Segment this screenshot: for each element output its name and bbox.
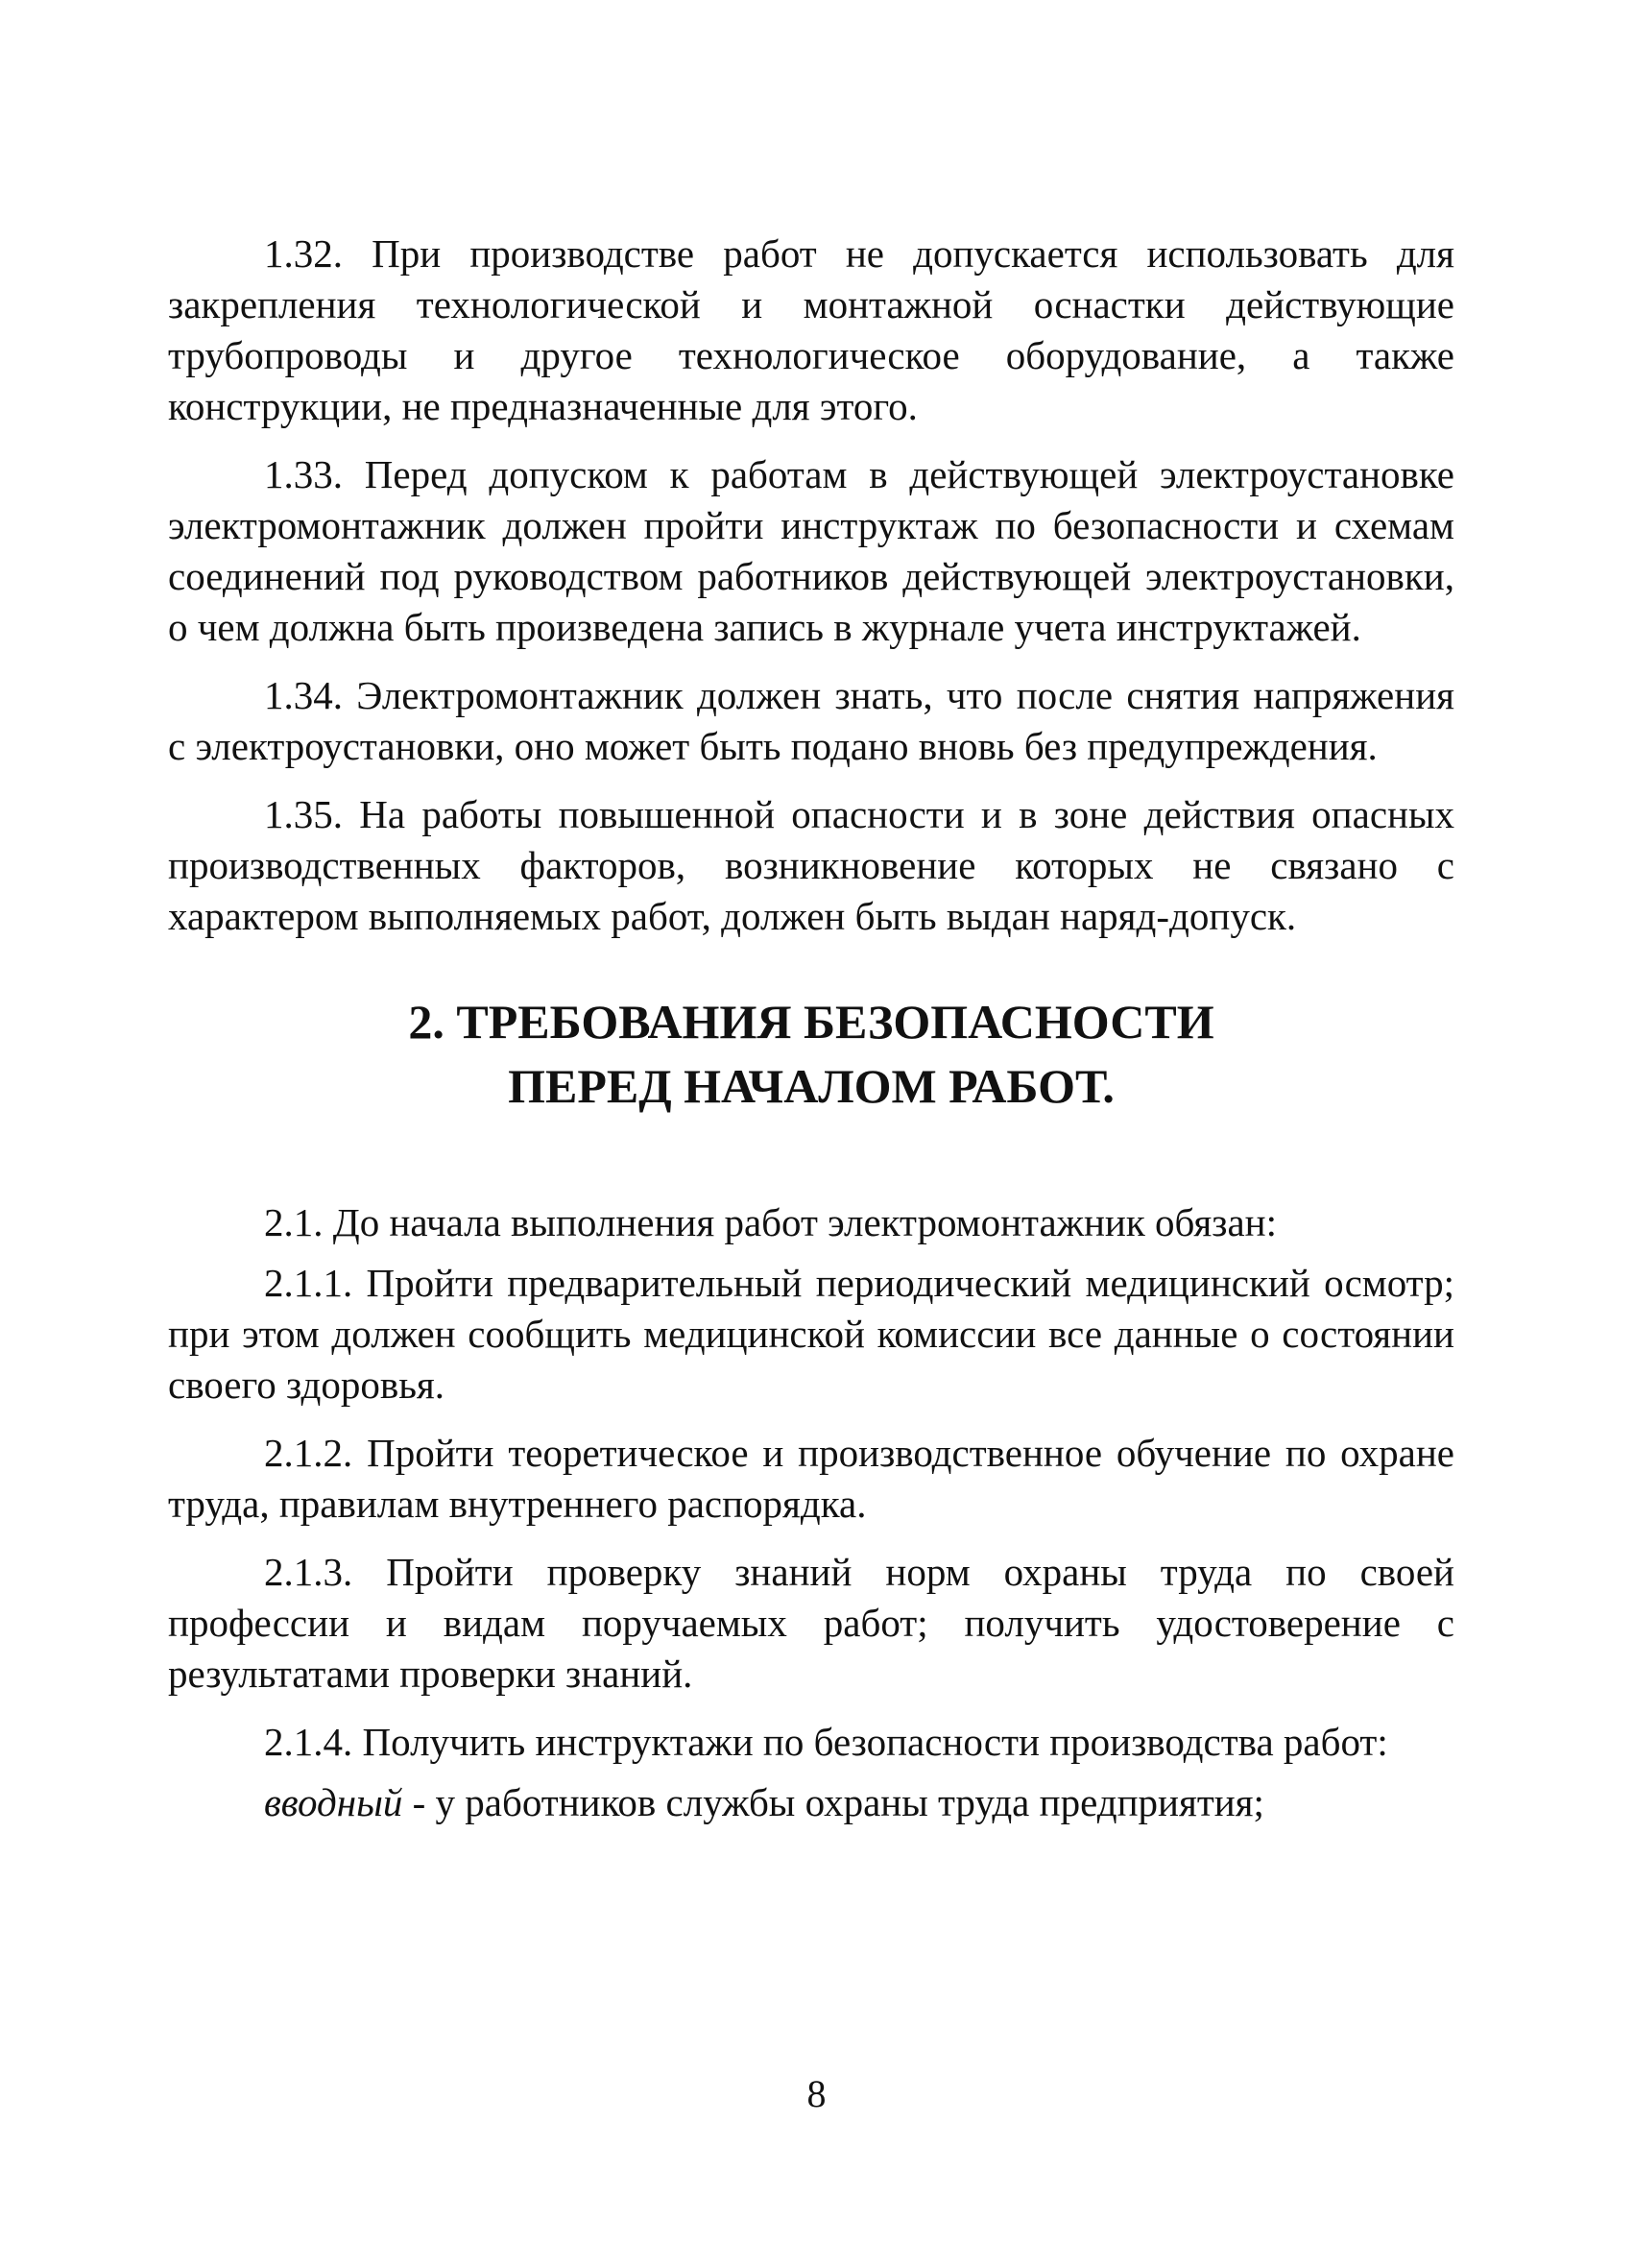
paragraph-2-1-1: 2.1.1. Пройти предварительный периодический медицинский осмотр; при этом должен сообщить медицинской комиссии все данные о состоянии своего здоровья.	[168, 1261, 1454, 1407]
paragraph-2-1-2: 2.1.2. Пройти теоретическое и производственное обучение по охране труда, правилам внутреннего распорядка.	[168, 1431, 1454, 1526]
paragraph-2-1: 2.1. До начала выполнения работ электромонтажник обязан:	[264, 1200, 1277, 1244]
section-2-heading	[168, 990, 1454, 1119]
paragraph-1-33: 1.33. Перед допуском к работам в действующей электроустановке электромонтажник должен пройти инструктаж по безопасности и схемам соединений под руководством работников действующей электроустановки, о чем должна быть произведена запись в журнале учета инструктажей.	[168, 452, 1454, 649]
briefing-item-introductory	[168, 1777, 1454, 1828]
section-2-heading-line-1: 2. ТРЕБОВАНИЯ БЕЗОПАСНОСТИ	[408, 995, 1214, 1049]
page-number: 8	[806, 2072, 827, 2115]
paragraph-1-35: 1.35. На работы повышенной опасности и в зоне действия опасных производственных факторов, возникновение которых не связано с характером выполняемых работ, должен быть выдан наряд-допуск.	[168, 792, 1454, 938]
page-content	[168, 229, 1454, 1828]
paragraph-1-34: 1.34. Электромонтажник должен знать, что после снятия напряжения с электроустановки, оно может быть подано вновь без предупреждения.	[168, 673, 1454, 768]
paragraph-1-32: 1.32. При производстве работ не допускается использовать для закрепления технологической и монтажной оснастки действующие трубопроводы и другое технологическое оборудование, а также конструкции, не предназначенные для этого.	[168, 231, 1454, 428]
briefing-description: - у работников службы охраны труда предприятия;	[402, 1780, 1264, 1824]
paragraph-2-1-3: 2.1.3. Пройти проверку знаний норм охраны труда по своей профессии и видам поручаемых работ; получить удостоверение с результатами проверки знаний.	[168, 1550, 1454, 1696]
section-2-heading-line-2: ПЕРЕД НАЧАЛОМ РАБОТ.	[508, 1059, 1115, 1113]
paragraph-2-1-4: 2.1.4. Получить инструктажи по безопасности производства работ:	[264, 1720, 1388, 1764]
briefing-term: вводный	[264, 1780, 403, 1824]
